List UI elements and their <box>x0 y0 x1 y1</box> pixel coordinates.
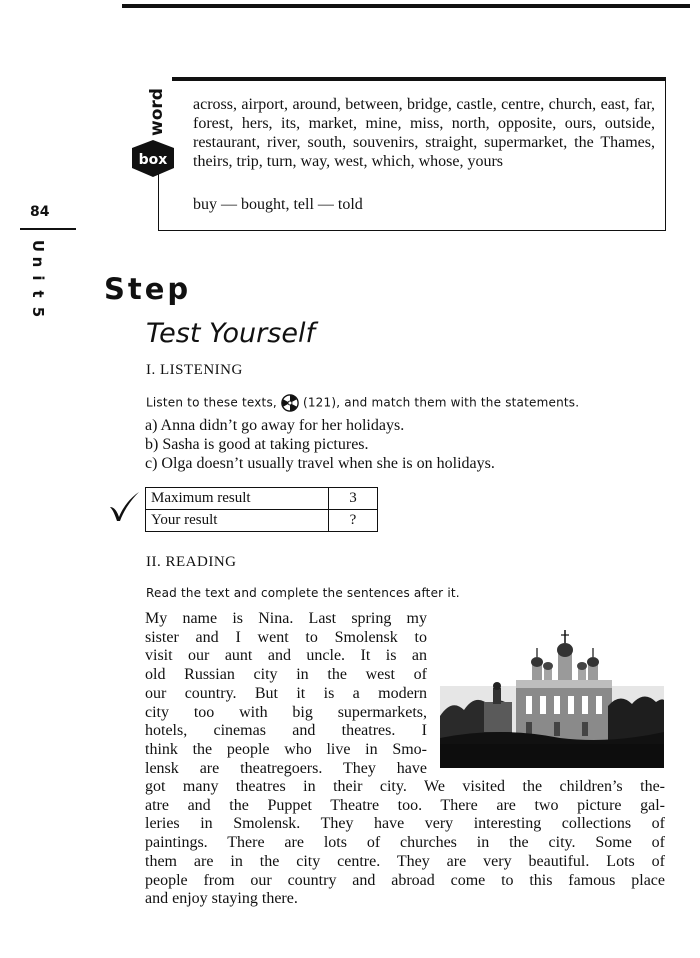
result-value: 3 <box>329 488 378 510</box>
text-line: our country. But it is a modern <box>145 684 427 702</box>
reading-heading: II. READING <box>146 554 237 570</box>
word-box-top-rule <box>172 77 666 81</box>
cathedral-photo <box>440 626 664 768</box>
word-box-words: across, airport, around, between, bridge, castle, centre, church, east, far, forest, hers, its, market, mine, miss, north, opposite, ours, outside, restaurant, river, south, souvenirs, straight, supermarket, the Thames, theirs, trip, turn, way, west, which, whose, yours <box>193 96 655 170</box>
page-number-rule <box>20 228 76 230</box>
unit-letter: t <box>29 290 47 298</box>
word-box-verb-forms: buy — bought, tell — told <box>193 196 363 213</box>
listening-instruction <box>146 394 579 412</box>
word-box-right-border <box>665 77 666 231</box>
unit-letter: U <box>29 239 47 253</box>
reading-instruction: Read the text and complete the sentences after it. <box>146 586 460 600</box>
unit-letter: i <box>29 275 47 281</box>
table-row <box>146 510 378 532</box>
word-box-left-border <box>158 172 159 231</box>
step-title: Step <box>104 272 192 306</box>
cd-listen-icon <box>281 394 299 412</box>
text-line: people from our country and abroad come to this famous place <box>145 871 665 889</box>
text-line: leries in Smolensk. They have very interesting collections of <box>145 815 665 833</box>
text-line: old Russian city in the west of <box>145 666 427 684</box>
text-line: them are in the city centre. They are very beautiful. Lots of <box>145 852 665 870</box>
text-line: think the people who live in Smo- <box>145 740 427 758</box>
listening-instruction-end: (121), and match them with the statements. <box>302 395 580 410</box>
result-value: ? <box>329 510 378 532</box>
word-box-badge-box: box <box>138 152 168 168</box>
word-box-badge <box>130 82 176 178</box>
unit-label <box>28 238 48 320</box>
text-line: atre and the Puppet Theatre too. There are two picture gal- <box>145 796 665 814</box>
unit-letter: n <box>29 256 47 268</box>
result-table <box>145 487 378 532</box>
word-box-bottom-border <box>158 230 666 231</box>
text-line: hotels, cinemas and theatres. I <box>145 722 427 740</box>
listening-instruction-start: Listen to these texts, <box>146 395 277 410</box>
checkmark-icon <box>108 490 140 522</box>
unit-number: 5 <box>29 306 47 318</box>
text-line: My name is Nina. Last spring my <box>145 610 427 627</box>
text-line: visit our aunt and uncle. It is an <box>145 647 427 665</box>
statement-a: a) Anna didn’t go away for her holidays. <box>145 417 405 434</box>
listening-heading: I. LISTENING <box>146 362 243 378</box>
text-line: got many theatres in their city. We visited the children’s the- <box>145 778 665 795</box>
text-line: and enjoy staying there. <box>145 890 298 908</box>
statement-b: b) Sasha is good at taking pictures. <box>145 436 369 453</box>
statement-c: c) Olga doesn’t usually travel when she is on holidays. <box>145 455 495 472</box>
text-line: paintings. There are lots of churches in the city. Some of <box>145 834 665 852</box>
word-box-badge-word: word <box>147 88 167 136</box>
table-row <box>146 488 378 510</box>
page-number: 84 <box>30 204 50 220</box>
reading-text-wide <box>145 778 665 909</box>
test-yourself-title: Test Yourself <box>146 318 315 349</box>
result-label: Your result <box>146 510 329 532</box>
text-line: sister and I went to Smolensk to <box>145 628 427 646</box>
text-line: lensk are theatregoers. They have <box>145 759 427 777</box>
reading-text-narrow <box>145 610 427 778</box>
text-line: city too with big supermarkets, <box>145 703 427 721</box>
top-rule <box>122 4 690 8</box>
result-label: Maximum result <box>146 488 329 510</box>
